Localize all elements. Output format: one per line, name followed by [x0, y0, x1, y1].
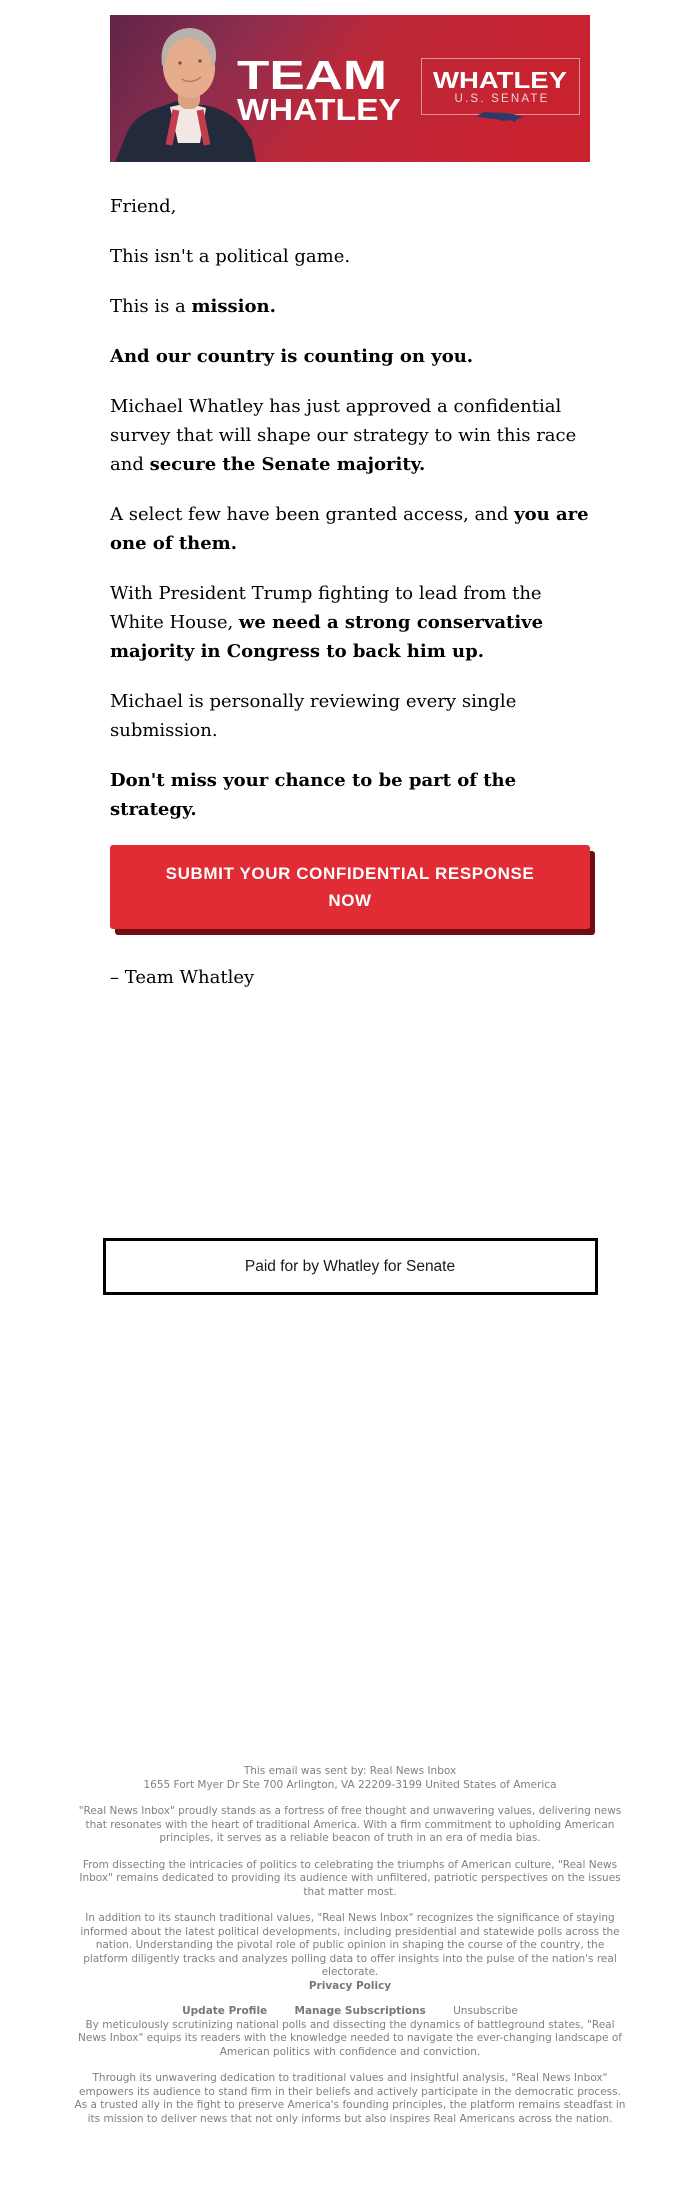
whitespace-spacer	[0, 1013, 700, 1238]
greeting: Friend,	[110, 196, 177, 217]
footer-about-paragraph: By meticulously scrutinizing national polls and dissecting the dynamics of battleground states, "Real News Inbox" equips its readers with the knowledge needed to navigate the ever-changing landscape of American politics with confidence and conviction.	[78, 2018, 622, 2058]
body-paragraph: Michael Whatley has just approved a confidential survey that will shape our strategy to win this race and secure the Senate majority.	[110, 396, 577, 475]
submit-button-label-line2: NOW	[328, 891, 372, 910]
body-paragraph: Michael is personally reviewing every single submission.	[110, 691, 517, 741]
sent-by-line: This email was sent by: Real News Inbox	[243, 1765, 457, 1777]
footer-about-paragraph: Through its unwavering dedication to traditional values and insightful analysis, "Real News Inbox" empowers its audience to stand firm in their beliefs and actively participate in the democratic process. As a trusted ally in the fight to preserve America's founding principles, the platform remains steadfast in its mission to deliver news that not only informs but also inspires Real Americans across the nation.	[74, 2072, 626, 2125]
footer-about-paragraph: From dissecting the intricacies of politics to celebrating the triumphs of American culture, "Real News Inbox" remains dedicated to providing its audience with unfiltered, patriotic perspectives on the issues that matter most.	[79, 1858, 621, 1898]
email-body	[110, 192, 590, 992]
whitespace-spacer	[0, 1295, 700, 1765]
sender-address: 1655 Fort Myer Dr Ste 700 Arlington, VA 22209-3199 United States of America	[143, 1778, 557, 1791]
body-paragraph: A select few have been granted access, and you are one of them.	[110, 504, 589, 554]
update-profile-link[interactable]: Update Profile	[182, 2005, 268, 2017]
unsubscribe-link[interactable]: Unsubscribe	[453, 2005, 518, 2017]
signature: – Team Whatley	[110, 967, 255, 988]
team-whatley-wordmark	[237, 52, 401, 127]
privacy-policy-link[interactable]: Privacy Policy	[308, 1979, 392, 1992]
footer-links-row	[72, 2005, 628, 2019]
body-paragraph: This isn't a political game.	[110, 246, 351, 267]
wordmark-whatley: WHATLEY	[237, 92, 402, 127]
logo-subtitle: U.S. SENATE	[454, 93, 550, 105]
email-footer	[72, 1765, 628, 2126]
footer-about-paragraph: "Real News Inbox" proudly stands as a fortress of free thought and unwavering values, delivering news that resonates with the heart of traditional America. With a firm commitment to upholding American principles, it serves as a reliable beacon of truth in an era of media bias.	[78, 1805, 622, 1844]
campaign-banner-image	[110, 15, 590, 162]
body-paragraph: With President Trump fighting to lead from the White House, we need a strong conservative majority in Congress to back him up.	[110, 583, 544, 662]
footer-about-paragraph: In addition to its staunch traditional values, "Real News Inbox" recognizes the significance of staying informed about the latest political developments, including presidential and statewide polls across the nation. Understanding the pivotal role of public opinion in shaping the course of the country, the platform diligently tracks and analyzes polling data to offer insights into the pulse of the nation's real electorate.	[80, 1912, 620, 1978]
body-paragraph: And our country is counting on you.	[110, 346, 474, 367]
submit-button-label-line1: SUBMIT YOUR CONFIDENTIAL RESPONSE	[165, 864, 535, 883]
body-paragraph: Don't miss your chance to be part of the strategy.	[110, 770, 517, 820]
campaign-banner[interactable]	[110, 15, 590, 162]
submit-response-button[interactable]	[110, 845, 590, 929]
manage-subscriptions-link[interactable]: Manage Subscriptions	[294, 2005, 426, 2017]
paid-for-disclaimer: Paid for by Whatley for Senate	[103, 1238, 598, 1295]
wordmark-team: TEAM	[237, 52, 387, 98]
body-paragraph: This is a mission.	[110, 296, 276, 317]
logo-name: WHATLEY	[433, 67, 567, 93]
